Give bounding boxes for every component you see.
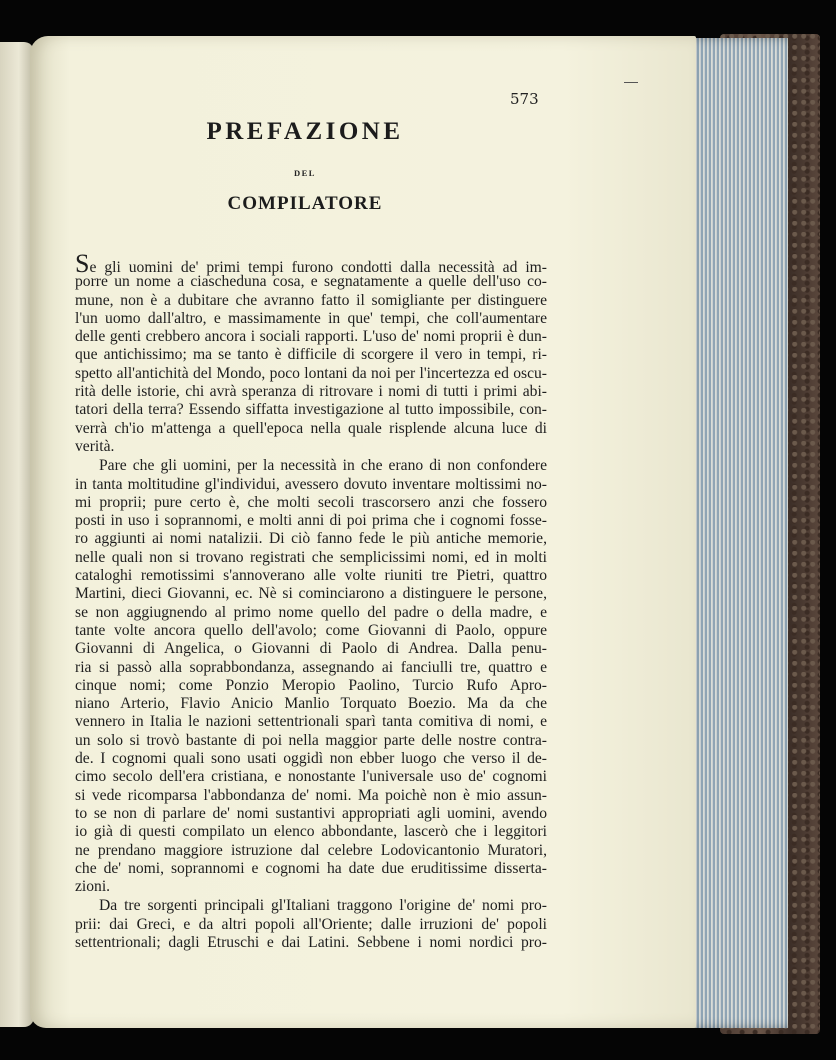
text-line: posti in uso i soprannomi, e molti anni di poi prima che i cognomi fosse- — [75, 512, 547, 530]
text-line: vennero in Italia le nazioni settentrionali sparì tanta comitiva di nomi, e — [75, 713, 547, 731]
page-edges — [684, 38, 788, 1028]
facing-page-edge — [0, 42, 34, 1027]
page-subtitle: COMPILATORE — [227, 193, 383, 214]
text-line: Pare che gli uomini, per la necessità in che erano di non confondere — [99, 457, 547, 475]
text-line: Da tre sorgenti principali gl'Italiani traggono l'origine de' nomi pro- — [99, 897, 547, 915]
text-line: to se non di parlare de' nomi sustantivi appropriati agli uomini, avendo — [75, 804, 547, 822]
text-line: Martini, dieci Giovanni, ec. Nè si cominciarono a distinguere le persone, — [75, 585, 547, 603]
text-line: cinque nomi; come Ponzio Meropio Paolino, Turcio Rufo Apro- — [75, 676, 547, 694]
text-line: mune, non è a dubitare che avranno fatto il somigliante per distinguere — [75, 291, 547, 309]
text-line: Se gli uomini de' primi tempi furono condotti dalla necessità ad im- — [75, 249, 547, 278]
text-line: cataloghi remotissimi s'annoverano alle volte riuniti tre Pietri, quattro — [75, 567, 547, 585]
text-line: zioni. — [75, 878, 111, 896]
text-line: Giovanni di Angelica, o Giovanni di Paolo di Andrea. Dalla penu- — [75, 640, 547, 658]
text-line: de. I cognomi quali sono usati oggidì non ebber luogo che verso il de- — [75, 750, 547, 768]
text-line: un solo si trovò bastante di poi nella maggior parte delle nostre contra- — [75, 731, 547, 749]
text-line: cimo secolo dell'era cristiana, e nonostante l'universale uso de' cognomi — [75, 768, 547, 786]
drop-cap: S — [75, 249, 90, 278]
text-line: prii: dai Greci, e da altri popoli all'Oriente; dalle irruzioni de' popoli — [75, 915, 547, 933]
text-line: se non aggiugnendo al primo nome quello del padre o della madre, e — [75, 603, 547, 621]
text-line: mi proprii; pure certo è, che molti secoli trascorsero anzi che fossero — [75, 493, 547, 511]
text-line: si vede ricomparsa l'abbondanza de' nomi. Ma poichè non è mio assun- — [75, 786, 547, 804]
text-line: porre un nome a ciascheduna cosa, e segnatamente a quelle dell'uso co- — [75, 273, 547, 291]
text-line: ria si passò alla soprabbondanza, assegnando ai fanciulli tre, quattro e — [75, 658, 547, 676]
text-line: rità delle istorie, chi avrà speranza di ritrovare i nomi di tutti i primi abi- — [75, 383, 547, 401]
text-line: verità. — [75, 437, 115, 455]
text-line: tatori della terra? Essendo siffatta investigazione al tutto impossibile, con- — [75, 401, 547, 419]
paragraph-1 — [75, 249, 547, 456]
text-line: nelle quali non si trovano registrati che semplicissimi nomi, ed in molti — [75, 548, 547, 566]
text-line: spetto all'antichità del Mondo, poco lontani da noi per l'incertezza ed oscu- — [75, 364, 547, 382]
body-text — [75, 249, 547, 952]
page-title: PREFAZIONE — [206, 118, 404, 145]
subtitle-small: DEL — [294, 168, 316, 178]
text-line: niano Arterio, Flavio Anicio Manlio Torquato Boezio. Ma da che — [75, 695, 547, 713]
text-line: io già di questi compilato un elenco abbondante, lascerò che i leggitori — [75, 823, 547, 841]
text-line: ne prendano maggiore istruzione dal celebre Lodovicantonio Muratori, — [75, 841, 547, 859]
text-line: che de' nomi, soprannomi e cognomi ha date due eruditissime disserta- — [75, 859, 547, 877]
text-line: settentrionali; dagli Etruschi e dai Latini. Sebbene i nomi nordici pro- — [75, 933, 547, 951]
text-line: in tanta moltitudine gl'individui, avessero dovuto inventare moltissimi no- — [75, 475, 547, 493]
text-line: que antichissimo; ma se tanto è difficile di scorgere il vero in tempi, ri- — [75, 346, 547, 364]
text-line: verrà ch'io m'attenga a quell'epoca nella quale risplende alcuna luce di — [75, 419, 547, 437]
text-line: l'un uomo dall'altro, e massimamente in que' tempi, che coll'aumentare — [75, 309, 547, 327]
text-line: delle genti crebbero ancora i sociali rapporti. L'uso de' nomi proprii è dun- — [75, 328, 547, 346]
paragraph-2 — [75, 457, 547, 896]
pencil-mark — [624, 82, 638, 83]
page-number: 573 — [510, 90, 539, 108]
text-line: tante volte ancora quello dell'avolo; come Giovanni di Paolo, oppure — [75, 621, 547, 639]
paragraph-3 — [75, 897, 547, 952]
text-line: ro aggiunti ai nomi natalizii. Di ciò fanno fede le più antiche memorie, — [75, 530, 547, 548]
